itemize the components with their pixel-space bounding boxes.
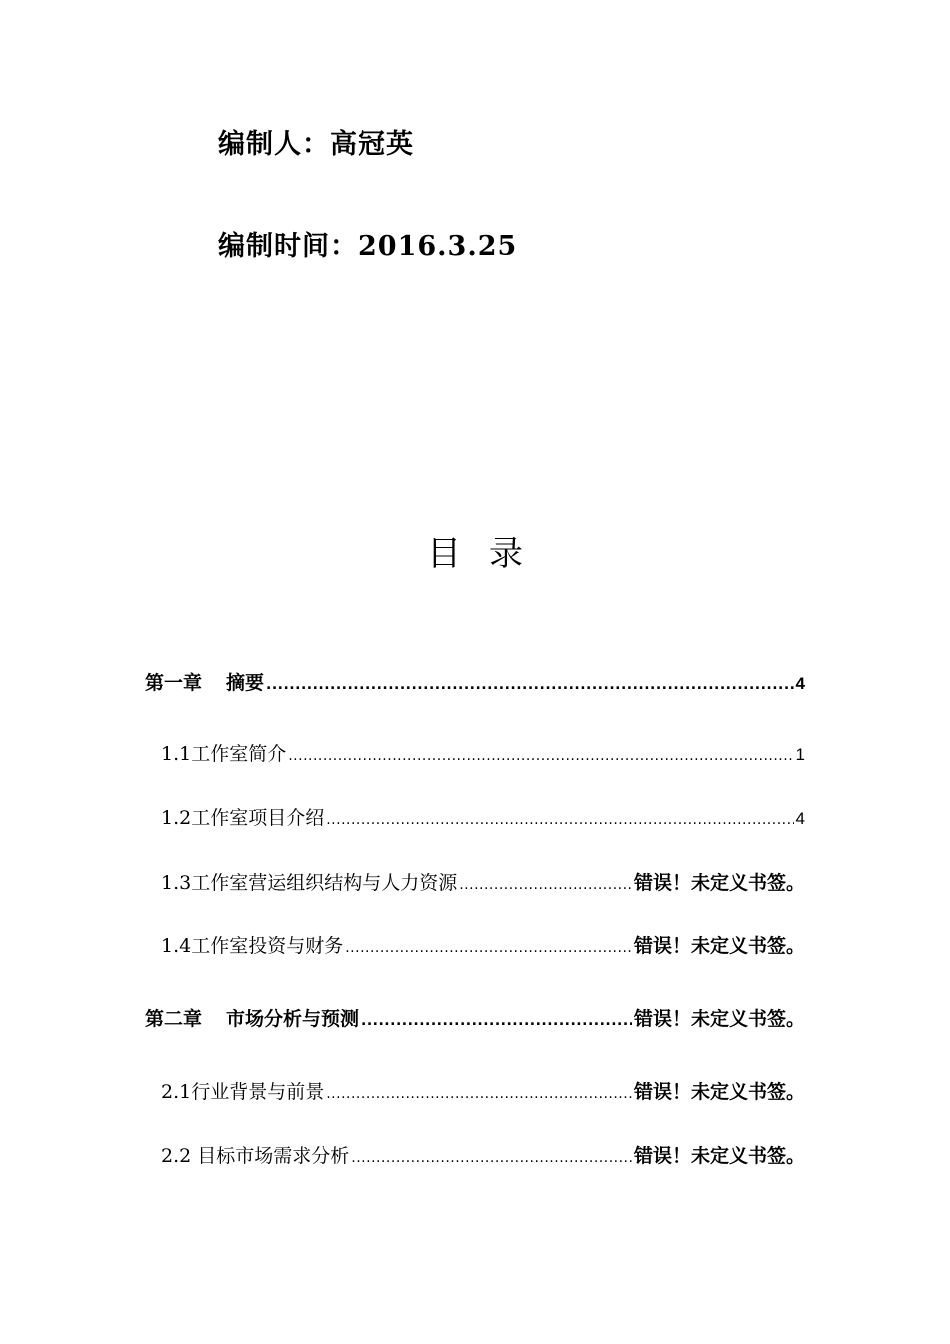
toc-entry-page: 错误！未定义书签。 (633, 1081, 805, 1103)
date-label: 编制时间： (218, 231, 358, 262)
toc-leader-dots (345, 940, 632, 956)
toc-entry-label: 2.1行业背景与前景 (161, 1081, 325, 1103)
toc-leader-dots (459, 877, 632, 893)
toc-entry-section-2-1[interactable] (161, 1077, 805, 1107)
toc-entry-page: 4 (795, 674, 805, 693)
toc-entry-section-1-2[interactable] (161, 803, 805, 833)
toc-leader-dots (351, 1150, 632, 1166)
toc-entry-label: 1.4工作室投资与财务 (161, 935, 344, 957)
toc-entry-chapter-1[interactable] (145, 668, 805, 698)
toc-leader-dots (361, 1013, 632, 1029)
toc-leader-dots (326, 812, 793, 828)
toc-leader-dots (326, 1086, 632, 1102)
toc-entry-label: 1.1工作室简介 (161, 743, 287, 765)
date-line (218, 224, 517, 263)
toc-entry-page: 错误！未定义书签。 (633, 1145, 805, 1167)
toc-entry-section-2-2[interactable] (161, 1141, 805, 1171)
toc-entry-section-1-1[interactable] (161, 739, 805, 769)
toc-entry-section-1-3[interactable] (161, 868, 805, 898)
toc-entry-page: 4 (795, 809, 805, 828)
toc-leader-dots (288, 748, 793, 764)
author-line (218, 122, 414, 161)
toc-entry-page: 错误！未定义书签。 (633, 1008, 805, 1030)
author-name: 高冠英 (330, 129, 414, 160)
toc-entry-label: 2.2 目标市场需求分析 (161, 1145, 350, 1167)
toc-entry-label: 1.3工作室营运组织结构与人力资源 (161, 872, 458, 894)
date-value: 2016.3.25 (358, 231, 518, 262)
toc-entry-section-1-4[interactable] (161, 931, 805, 961)
toc-entry-page: 错误！未定义书签。 (633, 935, 805, 957)
toc-title: 目录 (427, 534, 551, 574)
toc-leader-dots (266, 677, 794, 693)
author-label: 编制人： (218, 129, 330, 160)
toc-entry-chapter-2[interactable] (145, 1004, 805, 1034)
toc-entry-label: 第二章 市场分析与预测 (145, 1008, 360, 1030)
toc-entry-label: 1.2工作室项目介绍 (161, 807, 325, 829)
toc-entry-page: 错误！未定义书签。 (633, 872, 805, 894)
toc-entry-label: 第一章 摘要 (145, 672, 265, 694)
toc-entry-page: 1 (795, 745, 805, 764)
